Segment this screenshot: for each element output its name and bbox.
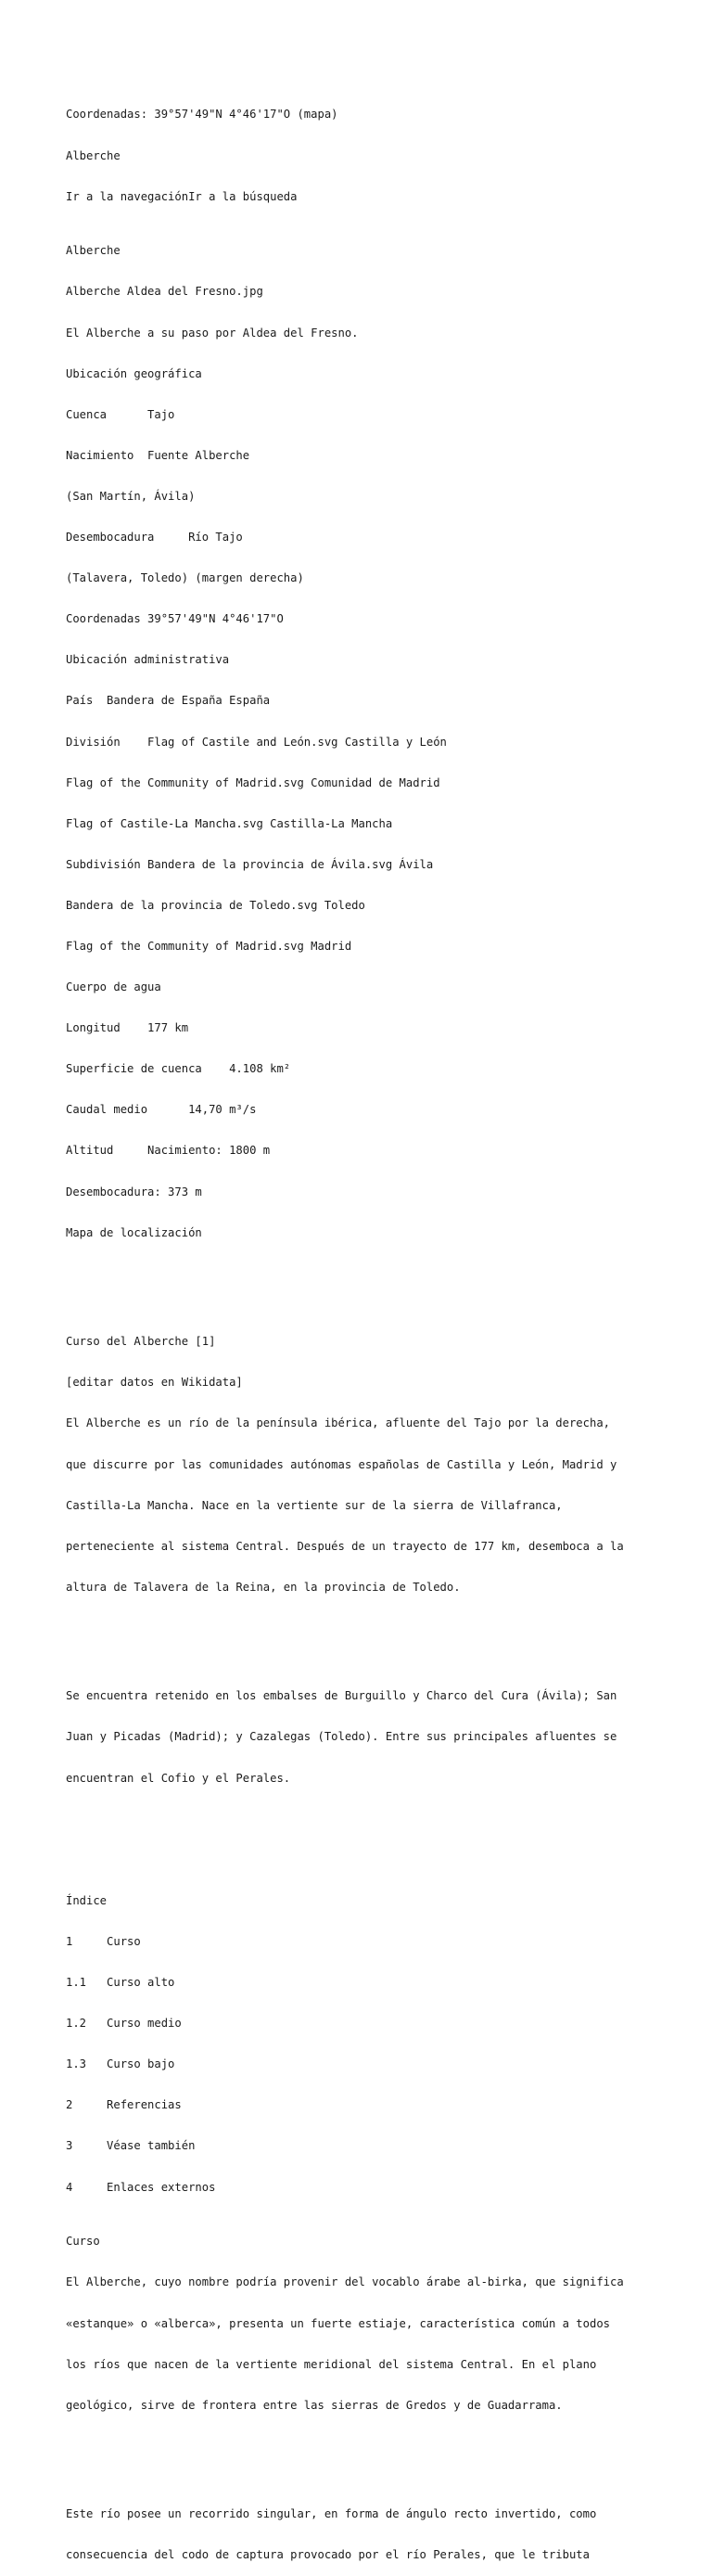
infobox-nacimiento: Nacimiento Fuente Alberche: [66, 448, 250, 462]
intro-paragraph-2-line: Se encuentra retenido en los embalses de Burguillo y Charco del Cura (Ávila); San: [66, 1689, 617, 1703]
intro-paragraph-2-line: Juan y Picadas (Madrid); y Cazalegas (Toledo). Entre sus principales afluentes se: [66, 1730, 617, 1744]
toc-item[interactable]: 1.3 Curso bajo: [66, 2057, 175, 2071]
infobox-nacimiento-place: (San Martín, Ávila): [66, 489, 196, 503]
map-caption: Curso del Alberche [1]: [66, 1335, 216, 1349]
infobox-altitud: Altitud Nacimiento: 1800 m: [66, 1144, 271, 1158]
infobox-altitud-2: Desembocadura: 373 m: [66, 1185, 202, 1198]
intro-paragraph-line: perteneciente al sistema Central. Después de un trayecto de 177 km, desemboca a la: [66, 1539, 624, 1553]
infobox-section-admin: Ubicación administrativa: [66, 653, 230, 667]
infobox-desembocadura-place: (Talavera, Toledo) (margen derecha): [66, 571, 304, 585]
section-heading-curso: Curso: [66, 2235, 100, 2249]
skip-links[interactable]: Ir a la navegaciónIr a la búsqueda: [66, 189, 298, 203]
infobox-subdivision-3: Flag of the Community of Madrid.svg Madrid: [66, 939, 352, 953]
toc-item[interactable]: 4 Enlaces externos: [66, 2180, 216, 2194]
infobox-caption: El Alberche a su paso por Aldea del Fresno.: [66, 326, 359, 340]
infobox-division-3: Flag of Castile-La Mancha.svg Castilla-La Mancha: [66, 816, 393, 830]
infobox-longitud: Longitud 177 km: [66, 1021, 189, 1035]
curso-paragraph-line: El Alberche, cuyo nombre podría provenir del vocablo árabe al-birka, que significa: [66, 2275, 624, 2289]
infobox-caudal: Caudal medio 14,70 m³/s: [66, 1103, 257, 1117]
curso-paragraph-line: los ríos que nacen de la vertiente meridional del sistema Central. En el plano: [66, 2357, 597, 2371]
toc-item[interactable]: 2 Referencias: [66, 2098, 182, 2112]
infobox-desembocadura: Desembocadura Río Tajo: [66, 531, 243, 545]
infobox-pais: País Bandera de España España: [66, 694, 271, 708]
infobox-superficie: Superficie de cuenca 4.108 km²: [66, 1062, 291, 1076]
curso-paragraph-line: geológico, sirve de frontera entre las sierras de Gredos y de Guadarrama.: [66, 2398, 563, 2412]
infobox-section-water: Cuerpo de agua: [66, 980, 161, 994]
toc-title: Índice: [66, 1893, 108, 1907]
spacer: [66, 1826, 696, 1852]
infobox-section-geo: Ubicación geográfica: [66, 366, 202, 380]
curso-paragraph-2-line: Este río posee un recorrido singular, en forma de ángulo recto invertido, como: [66, 2507, 597, 2521]
toc-item[interactable]: 1.2 Curso medio: [66, 2017, 182, 2031]
document-page: [66, 81, 696, 2576]
intro-paragraph-2-line: encuentran el Cofio y el Perales.: [66, 1771, 291, 1785]
toc-item[interactable]: 1 Curso: [66, 1934, 141, 1948]
infobox-subdivision-2: Bandera de la provincia de Toledo.svg Toledo: [66, 898, 365, 912]
infobox-division-2: Flag of the Community of Madrid.svg Comunidad de Madrid: [66, 775, 440, 789]
spacer: [66, 2454, 696, 2467]
intro-paragraph-line: Castilla-La Mancha. Nace en la vertiente sur de la sierra de Villafranca,: [66, 1498, 563, 1512]
infobox-subdivision-1: Subdivisión Bandera de la provincia de Ávila.svg Ávila: [66, 857, 434, 871]
infobox-coordenadas: Coordenadas 39°57'49"N 4°46'17"O: [66, 612, 284, 626]
infobox-mapa: Mapa de localización: [66, 1225, 202, 1239]
infobox-name: Alberche: [66, 244, 121, 258]
curso-paragraph-line: «estanque» o «alberca», presenta un fuerte estiaje, característica común a todos: [66, 2316, 610, 2330]
toc-item[interactable]: 1.1 Curso alto: [66, 1976, 175, 1990]
infobox-division-1: División Flag of Castile and León.svg Castilla y León: [66, 735, 447, 749]
curso-paragraph-2-line: consecuencia del codo de captura provocado por el río Perales, que le tributa: [66, 2548, 590, 2562]
intro-paragraph-line: altura de Talavera de la Reina, en la provincia de Toledo.: [66, 1580, 461, 1594]
infobox-image-line: Alberche Aldea del Fresno.jpg: [66, 285, 263, 299]
intro-paragraph-line: El Alberche es un río de la península ibérica, afluente del Tajo por la derecha,: [66, 1416, 610, 1430]
intro-paragraph-line: que discurre por las comunidades autónomas españolas de Castilla y León, Madrid y: [66, 1457, 617, 1471]
spacer: [66, 1635, 696, 1649]
infobox-cuenca: Cuenca Tajo: [66, 407, 175, 421]
coordinates-line: Coordenadas: 39°57'49"N 4°46'17"O (mapa): [66, 108, 338, 122]
toc-item[interactable]: 3 Véase también: [66, 2139, 196, 2153]
spacer: [66, 1280, 696, 1294]
page-title: Alberche: [66, 148, 121, 162]
wikidata-edit-link[interactable]: [editar datos en Wikidata]: [66, 1376, 243, 1390]
